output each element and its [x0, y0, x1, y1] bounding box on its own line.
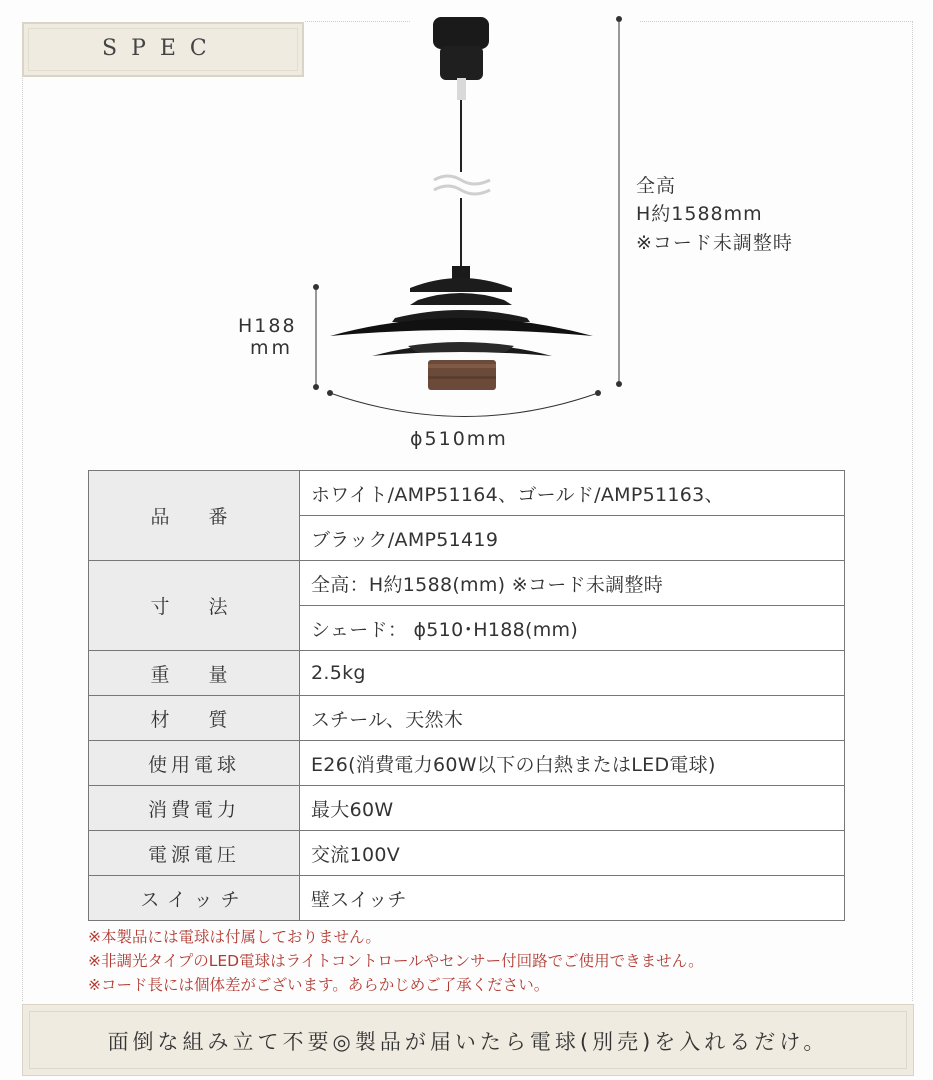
spec-table [88, 470, 845, 921]
table-row [89, 831, 845, 876]
shade-height-unit: mm [250, 337, 294, 359]
table-row [89, 651, 845, 696]
row-value: シェード： ϕ510･H188(mm) [300, 606, 845, 651]
footer-banner [22, 1004, 914, 1076]
row-label-switch: スイッチ [89, 876, 300, 921]
spec-heading: SPEC [22, 22, 304, 77]
note-item: ※本製品には電球は付属しておりません。 [88, 928, 381, 946]
table-row [89, 786, 845, 831]
row-label-weight: 重 量 [89, 651, 300, 696]
row-value: E26(消費電力60W以下の白熱またはLED電球) [300, 741, 845, 786]
pendant-lamp-illustration [0, 0, 933, 470]
table-row [89, 741, 845, 786]
shade-height-value: H188 [238, 315, 297, 337]
row-label-dimensions: 寸 法 [89, 561, 300, 651]
total-height-label: 全高 [636, 175, 677, 197]
row-value: 最大60W [300, 786, 845, 831]
row-label-material: 材 質 [89, 696, 300, 741]
row-label-bulb: 使用電球 [89, 741, 300, 786]
row-value: 交流100V [300, 831, 845, 876]
table-row [89, 696, 845, 741]
row-label-power: 消費電力 [89, 786, 300, 831]
table-row [89, 471, 845, 516]
row-value: スチール、天然木 [300, 696, 845, 741]
notes [88, 925, 704, 997]
note-item: ※非調光タイプのLED電球はライトコントロールやセンサー付回路でご使用できません。 [88, 952, 704, 970]
row-label-product-number: 品 番 [89, 471, 300, 561]
row-value: 壁スイッチ [300, 876, 845, 921]
table-row [89, 876, 845, 921]
table-row [89, 561, 845, 606]
row-label-voltage: 電源電圧 [89, 831, 300, 876]
note-item: ※コード長には個体差がございます。あらかじめご了承ください。 [88, 976, 550, 994]
row-value: ホワイト/AMP51164、ゴールド/AMP51163、 [300, 471, 845, 516]
diameter-label: ϕ510mm [410, 428, 508, 450]
footer-message: 面倒な組み立て不要◎製品が届いたら電球(別売)を入れるだけ。 [29, 1011, 907, 1069]
total-height-value: H約1588mm [636, 203, 763, 225]
total-height-note: ※コード未調整時 [636, 232, 793, 254]
row-value: 2.5kg [300, 651, 845, 696]
row-value: 全高：H約1588(mm) ※コード未調整時 [300, 561, 845, 606]
product-diagram [0, 0, 933, 470]
row-value: ブラック/AMP51419 [300, 516, 845, 561]
